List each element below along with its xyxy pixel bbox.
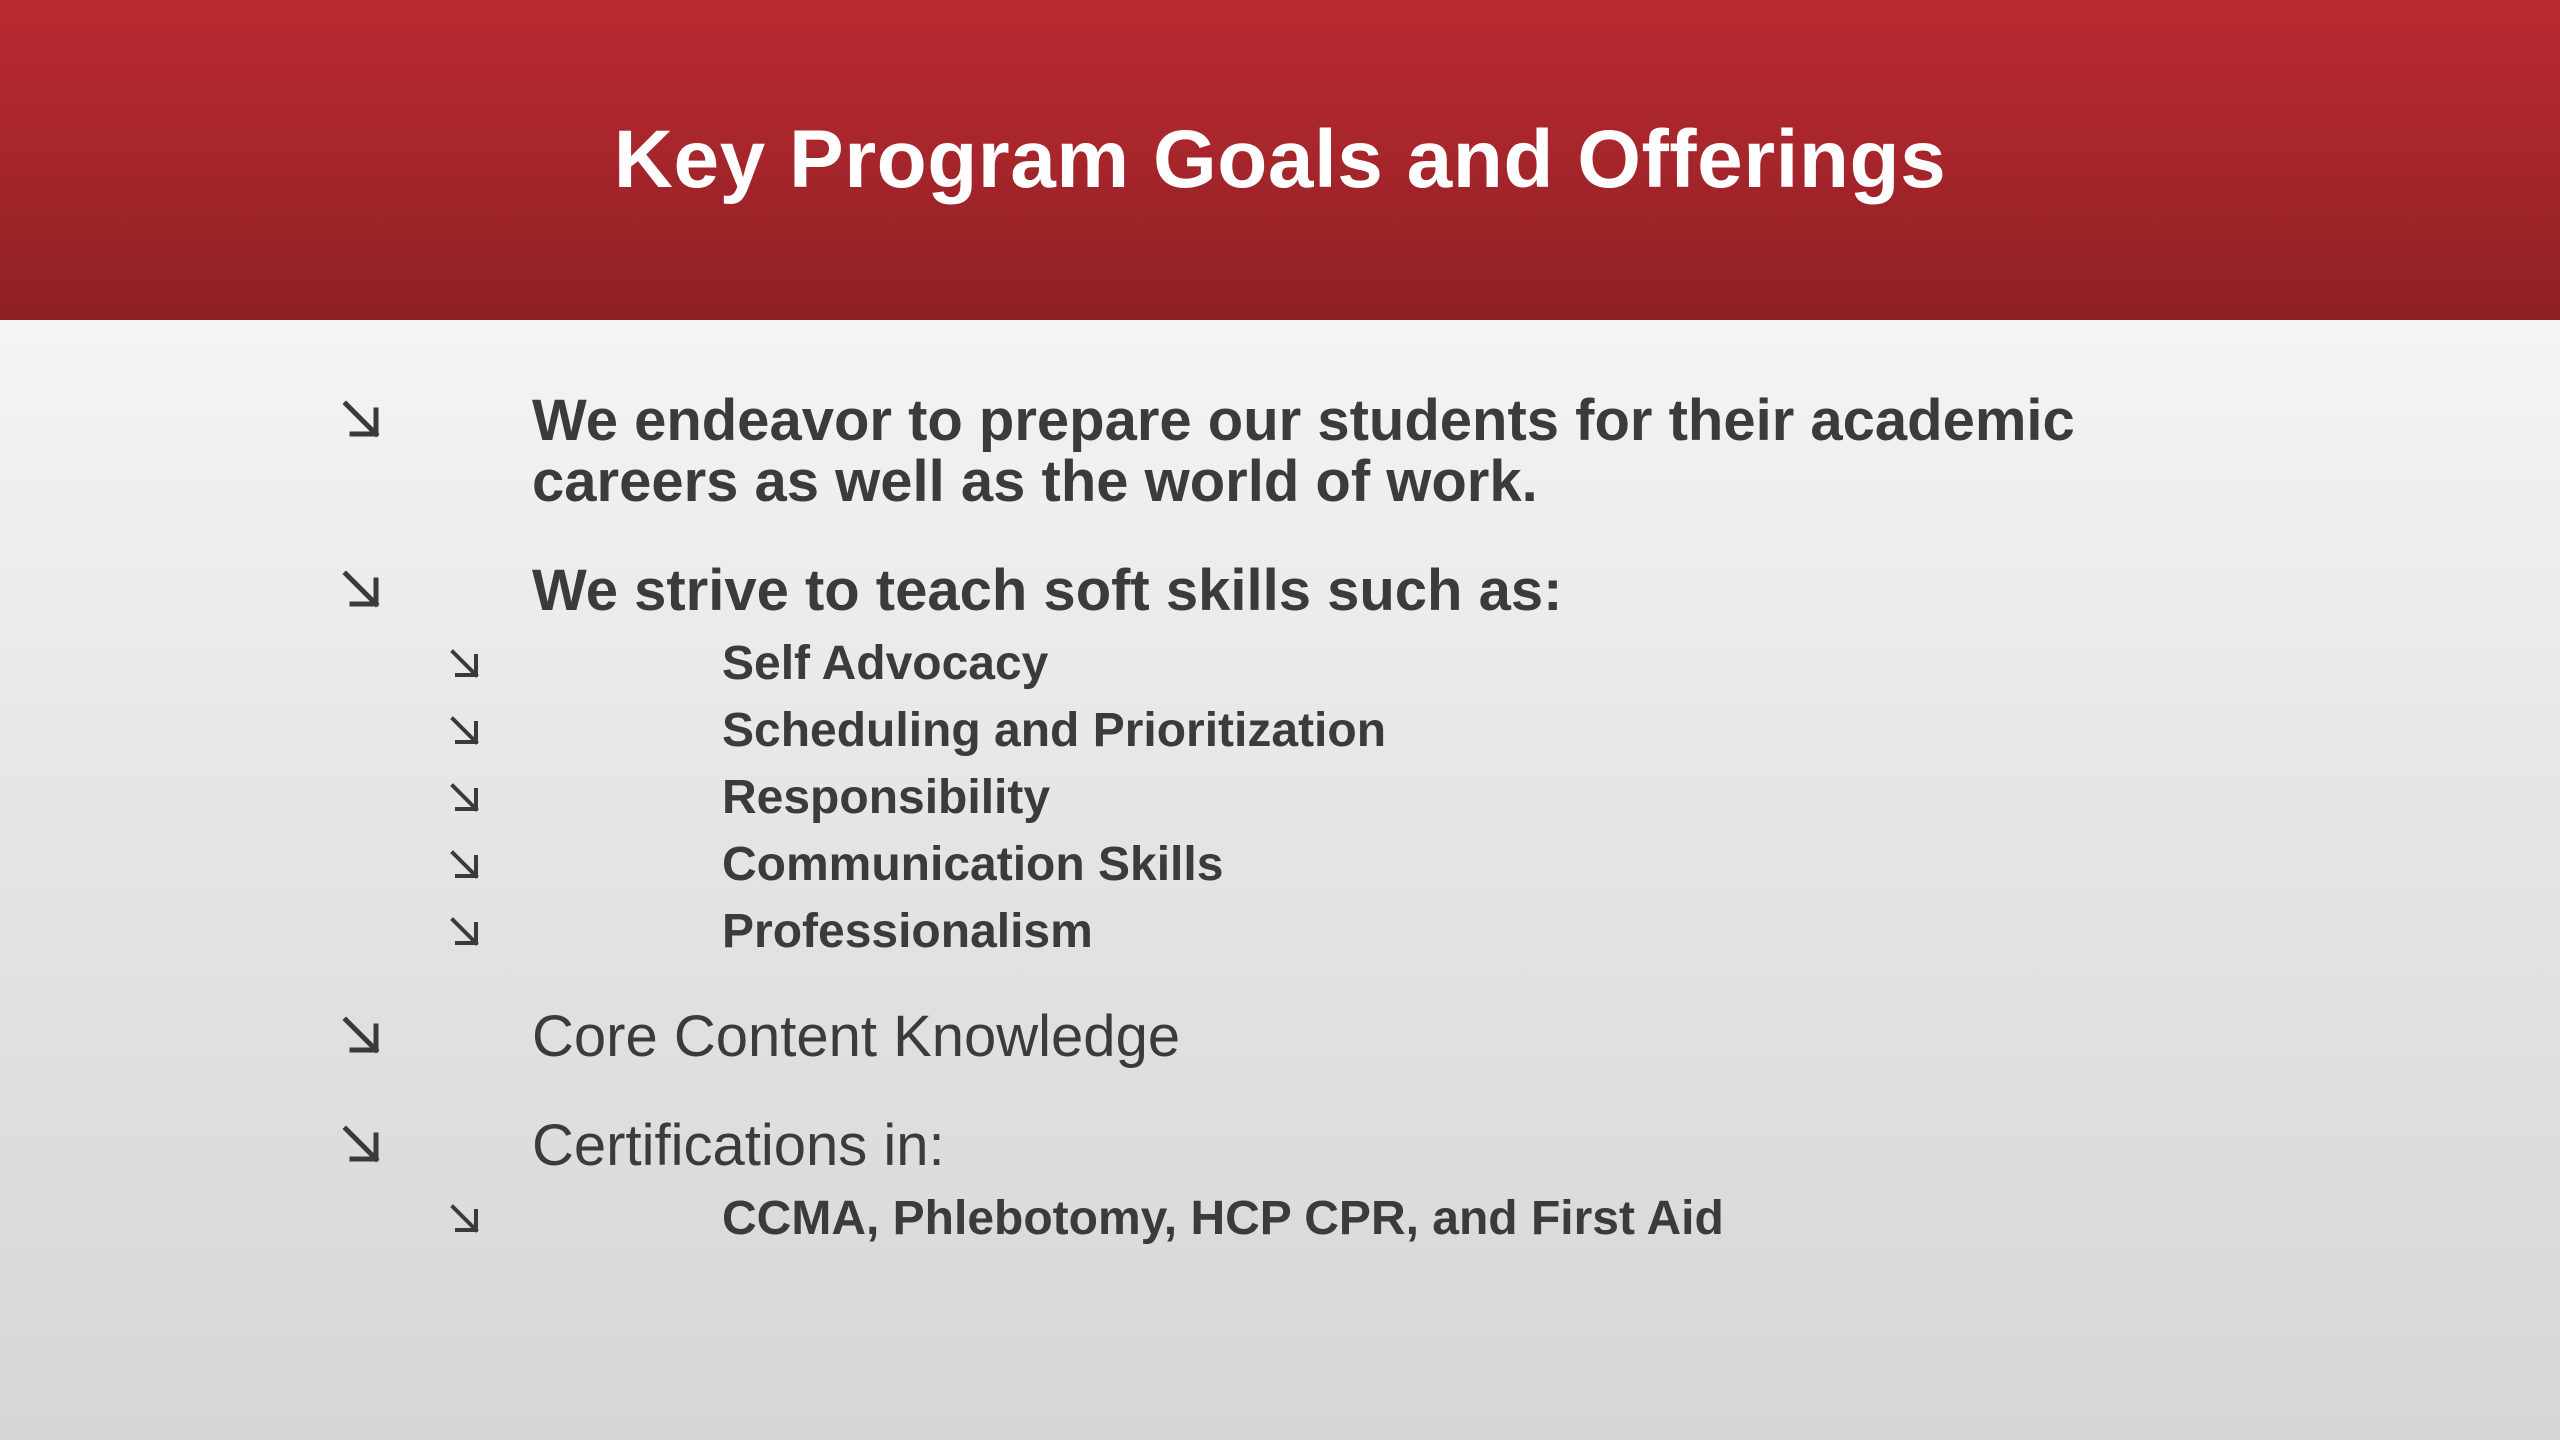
arrow-down-right-icon xyxy=(340,1123,384,1167)
arrow-down-right-icon xyxy=(448,714,482,748)
bullet-text: Core Content Knowledge xyxy=(532,1004,1181,1069)
sub-bullet-text: Professionalism xyxy=(722,905,1093,958)
arrow-down-right-icon xyxy=(448,848,482,882)
bullet-text-line1: We endeavor to prepare our students for their academic xyxy=(532,388,2075,453)
arrow-down-right-icon xyxy=(448,781,482,815)
sub-bullet-text: Scheduling and Prioritization xyxy=(722,704,1387,757)
bullet-text: We strive to teach soft skills such as: xyxy=(532,558,1563,623)
sub-bullet-text: Self Advocacy xyxy=(722,637,1049,690)
sub-bullet-text: Communication Skills xyxy=(722,838,1224,891)
arrow-down-right-icon xyxy=(448,647,482,681)
slide-title: Key Program Goals and Offerings xyxy=(613,114,1947,205)
bullet-text-line2: careers as well as the world of work. xyxy=(532,449,1538,514)
arrow-down-right-icon xyxy=(340,398,384,442)
sub-bullet-text: Responsibility xyxy=(722,771,1051,824)
sub-bullet-text: CCMA, Phlebotomy, HCP CPR, and First Aid xyxy=(722,1192,1724,1245)
arrow-down-right-icon xyxy=(340,1014,384,1058)
arrow-down-right-icon xyxy=(448,1202,482,1236)
arrow-down-right-icon xyxy=(340,568,384,612)
bullet-text: Certifications in: xyxy=(532,1113,945,1178)
arrow-down-right-icon xyxy=(448,915,482,949)
